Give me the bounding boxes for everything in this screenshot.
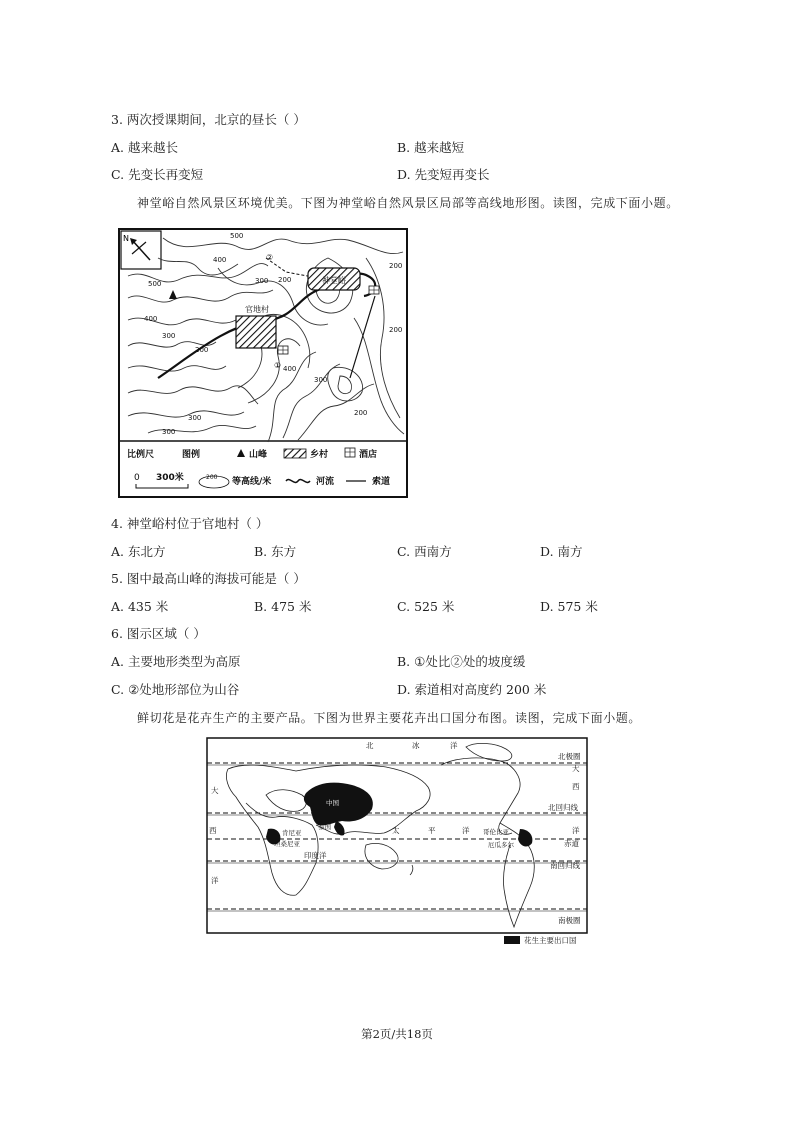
hotel-icon xyxy=(345,448,355,457)
indian-ocean-label: 印度洋 xyxy=(304,851,327,860)
legend-river: 河流 xyxy=(316,477,335,487)
thailand-label: 泰国 xyxy=(318,823,331,831)
colombia-label: 哥伦比亚 xyxy=(483,828,509,836)
tropic-cancer-label: 北回归线 xyxy=(548,803,578,812)
q3-option-a[interactable]: A. 越来越长 xyxy=(111,140,178,155)
q6-option-a[interactable]: A. 主要地形类型为高原 xyxy=(111,654,241,669)
contour-label: 200 xyxy=(278,276,292,284)
guandi-label: 官地村 xyxy=(245,305,269,314)
atlantic-left-char: 洋 xyxy=(211,876,219,885)
village-swatch xyxy=(284,449,306,458)
q5-option-a[interactable]: A. 435 米 xyxy=(111,599,169,614)
contour-label: 400 xyxy=(144,315,158,323)
page-footer: 第2页/共18页 xyxy=(361,1027,433,1041)
antarctic-circle-label: 南极圈 xyxy=(558,916,581,925)
arctic-ocean-char: 北 xyxy=(366,741,374,750)
contour-map xyxy=(118,228,408,498)
equator-label: 赤道 xyxy=(564,839,579,848)
q3-stem: 3. 两次授课期间，北京的昼长（ ） xyxy=(111,112,306,127)
contour-label: 500 xyxy=(148,280,162,288)
atlantic-right-char: 西 xyxy=(572,782,580,791)
arctic-ocean-char: 冰 xyxy=(412,741,420,750)
marker-1: ① xyxy=(274,361,282,370)
exporter-legend-swatch xyxy=(504,936,520,944)
q3-option-c[interactable]: C. 先变长再变短 xyxy=(111,167,204,182)
q4-option-a[interactable]: A. 东北方 xyxy=(111,544,166,559)
pacific-char: 洋 xyxy=(462,826,470,835)
q3-option-b[interactable]: B. 越来越短 xyxy=(397,140,465,155)
shentangyu-label: 神堂峪 xyxy=(322,276,346,285)
contour-label: 300 xyxy=(162,428,176,436)
arctic-circle-label: 北极圈 xyxy=(558,752,581,761)
contour-label: 400 xyxy=(213,256,227,264)
hotel-icon xyxy=(369,286,379,294)
q6-stem: 6. 图示区域（ ） xyxy=(111,626,206,641)
atlantic-left-char: 大 xyxy=(211,786,219,795)
legend-scale-title: 比例尺 xyxy=(127,450,155,460)
intro-world-map: 鲜切花是花卉生产的主要产品。下图为世界主要花卉出口国分布图。读图，完成下面小题。 xyxy=(137,711,642,725)
pacific-char: 太 xyxy=(392,826,400,835)
q5-option-c[interactable]: C. 525 米 xyxy=(397,599,455,614)
atlantic-right-char: 洋 xyxy=(572,826,580,835)
pacific-char: 平 xyxy=(428,826,436,835)
tanzania-label: 坦桑尼亚 xyxy=(274,840,300,848)
q6-option-d[interactable]: D. 索道相对高度约 200 米 xyxy=(397,682,547,697)
intro-topographic: 神堂峪自然风景区环境优美。下图为神堂峪自然风景区局部等高线地形图。读图，完成下面小题。 xyxy=(137,196,679,210)
legend-title: 图例 xyxy=(182,450,201,460)
marker-2: ② xyxy=(266,253,274,262)
contour-label: 200 xyxy=(354,409,368,417)
legend-hotel: 酒店 xyxy=(359,450,378,460)
q5-stem: 5. 图中最高山峰的海拔可能是（ ） xyxy=(111,571,306,586)
q4-option-b[interactable]: B. 东方 xyxy=(254,544,297,559)
legend-contour-sample: 200 xyxy=(206,474,218,481)
legend-scale-value: 300米 xyxy=(156,473,184,483)
q6-option-b[interactable]: B. ①处比②处的坡度缓 xyxy=(397,654,526,669)
q5-option-b[interactable]: B. 475 米 xyxy=(254,599,312,614)
exporter-legend-label: 花生主要出口国 xyxy=(524,936,577,945)
q4-stem: 4. 神堂峪村位于官地村（ ） xyxy=(111,516,269,531)
village-guandi-area xyxy=(236,316,276,348)
q4-option-c[interactable]: C. 西南方 xyxy=(397,544,452,559)
hotel-icon xyxy=(278,346,288,354)
tropic-capricorn-label: 南回归线 xyxy=(550,861,580,870)
atlantic-left-char: 西 xyxy=(209,826,217,835)
q4-option-d[interactable]: D. 南方 xyxy=(540,544,583,559)
china-label: 中国 xyxy=(326,799,339,807)
world-flower-export-map xyxy=(206,737,588,949)
atlantic-right-char: 大 xyxy=(572,764,580,773)
legend-village: 乡村 xyxy=(310,450,329,460)
contour-label: 300 xyxy=(188,414,202,422)
legend-scale-zero: 0 xyxy=(134,473,140,483)
arctic-ocean-char: 洋 xyxy=(450,741,458,750)
contour-label: 200 xyxy=(389,326,403,334)
legend-cableway: 索道 xyxy=(372,477,391,487)
legend-contour: 等高线/米 xyxy=(232,477,272,487)
contour-label: 200 xyxy=(389,262,403,270)
legend-peak: 山峰 xyxy=(249,450,268,460)
contour-label: 300 xyxy=(314,376,328,384)
contour-label: 200 xyxy=(195,346,209,354)
contour-label: 400 xyxy=(283,365,297,373)
q3-option-d[interactable]: D. 先变短再变长 xyxy=(397,167,490,182)
contour-label: 500 xyxy=(230,232,244,240)
kenya-label: 肯尼亚 xyxy=(282,829,302,837)
contour-label: 300 xyxy=(162,332,176,340)
north-label: N xyxy=(123,234,129,243)
q6-option-c[interactable]: C. ②处地形部位为山谷 xyxy=(111,682,240,697)
ecuador-label: 厄瓜多尔 xyxy=(488,841,514,849)
q5-option-d[interactable]: D. 575 米 xyxy=(540,599,598,614)
contour-label: 300 xyxy=(255,277,269,285)
